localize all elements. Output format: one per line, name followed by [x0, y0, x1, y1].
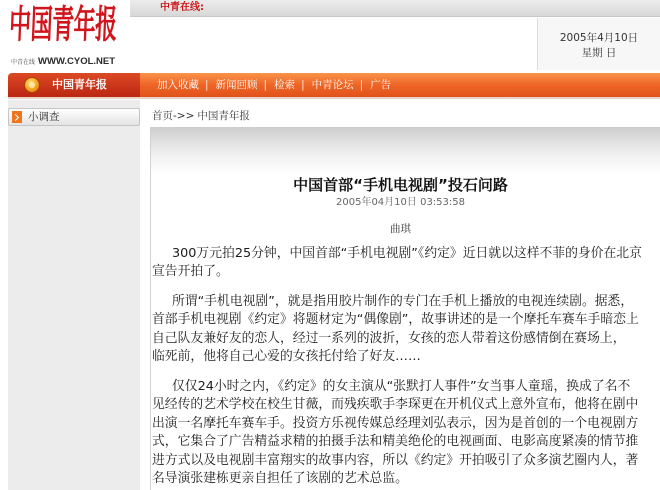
nav-divider: [8, 97, 660, 99]
article-paragraph: [152, 245, 660, 282]
breadcrumb-home-link[interactable]: 首页: [152, 110, 173, 122]
current-weekday: 星期 日: [581, 47, 617, 59]
logo-wordmark: 中国青年报: [8, 2, 118, 48]
nav-item-search[interactable]: 检索: [274, 79, 296, 91]
paragraph-line: 宣告开拍了。: [152, 264, 229, 280]
breadcrumb: [152, 109, 250, 123]
article-panel: [150, 127, 660, 490]
sidebar: [8, 100, 140, 490]
article-paragraph: [152, 378, 660, 489]
logo-subtitle: [11, 53, 115, 68]
article-datetime: 2005年04月10日 03:53:58: [336, 197, 465, 208]
paragraph-line: 式，它集合了广告精益求精的拍摄手法和精美绝伦的电视画面、电影高度紧凑的情节推: [152, 434, 639, 450]
article-title: 中国首部“手机电视剧”投石问路: [293, 176, 508, 194]
nav-separator: |: [263, 79, 268, 91]
nav-separator: |: [301, 79, 305, 91]
nav-brand: [8, 73, 140, 97]
nav-menu: [140, 73, 660, 97]
logo-site-name: 中青在线: [11, 59, 36, 66]
site-logo[interactable]: [8, 2, 130, 68]
top-bar: [130, 0, 660, 17]
nav-brand-label: 中国青年报: [52, 78, 107, 91]
paragraph-line: 出演一名摩托车赛车手。投资方乐视传媒总经理刘弘表示，因为是首创的一个电视剧方: [152, 415, 639, 431]
breadcrumb-separator: ->>: [173, 110, 195, 122]
paragraph-line: 临死前，他将自己心爱的女孩托付给了好友……: [152, 349, 421, 365]
nav-separator: |: [205, 79, 209, 91]
paragraph-line: 首部手机电视剧《约定》将题材定为“偶像剧”，故事讲述的是一个摩托车赛车手暗恋上: [152, 312, 639, 328]
nav-item-news-review[interactable]: 新闻回顾: [215, 79, 258, 91]
top-bar-label: 中青在线:: [160, 2, 204, 13]
main-nav-bar: [8, 73, 660, 97]
sidebar-item-survey[interactable]: [8, 108, 140, 126]
paragraph-line: 仅仅24小时之内，《约定》的女主演从“张默打人事件”女当事人童瑶，换成了名不: [172, 378, 631, 394]
paragraph-line: 进方式以及电视剧丰富翔实的故事内容，所以《约定》开拍吸引了众多演艺圈内人，著: [152, 452, 639, 468]
logo-site-url: WWW.CYOL.NET: [38, 56, 116, 67]
sidebar-item-label: 小调查: [28, 111, 60, 123]
paragraph-line: 300万元拍25分钟，中国首部“手机电视剧”《约定》近日就以这样不菲的身价在北京: [172, 245, 642, 261]
nav-item-add-favorite[interactable]: 加入收藏: [157, 79, 199, 91]
chevron-right-icon: [12, 111, 22, 123]
article-paragraph: [152, 293, 660, 367]
nav-item-forum[interactable]: 中青论坛: [311, 79, 354, 91]
brand-emblem-icon: [24, 77, 40, 93]
article-body: [151, 245, 660, 489]
current-date: 2005年4月10日: [559, 32, 639, 44]
paragraph-line: 名导演张建栋更亲自担任了该剧的艺术总监。: [152, 471, 408, 487]
article-header: [151, 127, 660, 236]
paragraph-line: 见经传的艺术学校在校生甘薇，而残疾歌手李琛更在开机仪式上意外宣布，他将在剧中: [152, 397, 639, 413]
breadcrumb-current-link[interactable]: 中国青年报: [197, 110, 250, 122]
article-author: 曲琪: [390, 223, 411, 235]
date-box: [537, 18, 660, 70]
paragraph-line: 自己队友兼好友的恋人，经过一系列的波折，女孩的恋人带着这份感情倒在赛场上，: [152, 330, 626, 346]
nav-separator: |: [359, 79, 364, 91]
nav-item-ads[interactable]: 广告: [370, 79, 392, 91]
paragraph-line: 所谓“手机电视剧”，就是指用胶片制作的专门在手机上播放的电视连续剧。据悉，: [172, 293, 634, 309]
